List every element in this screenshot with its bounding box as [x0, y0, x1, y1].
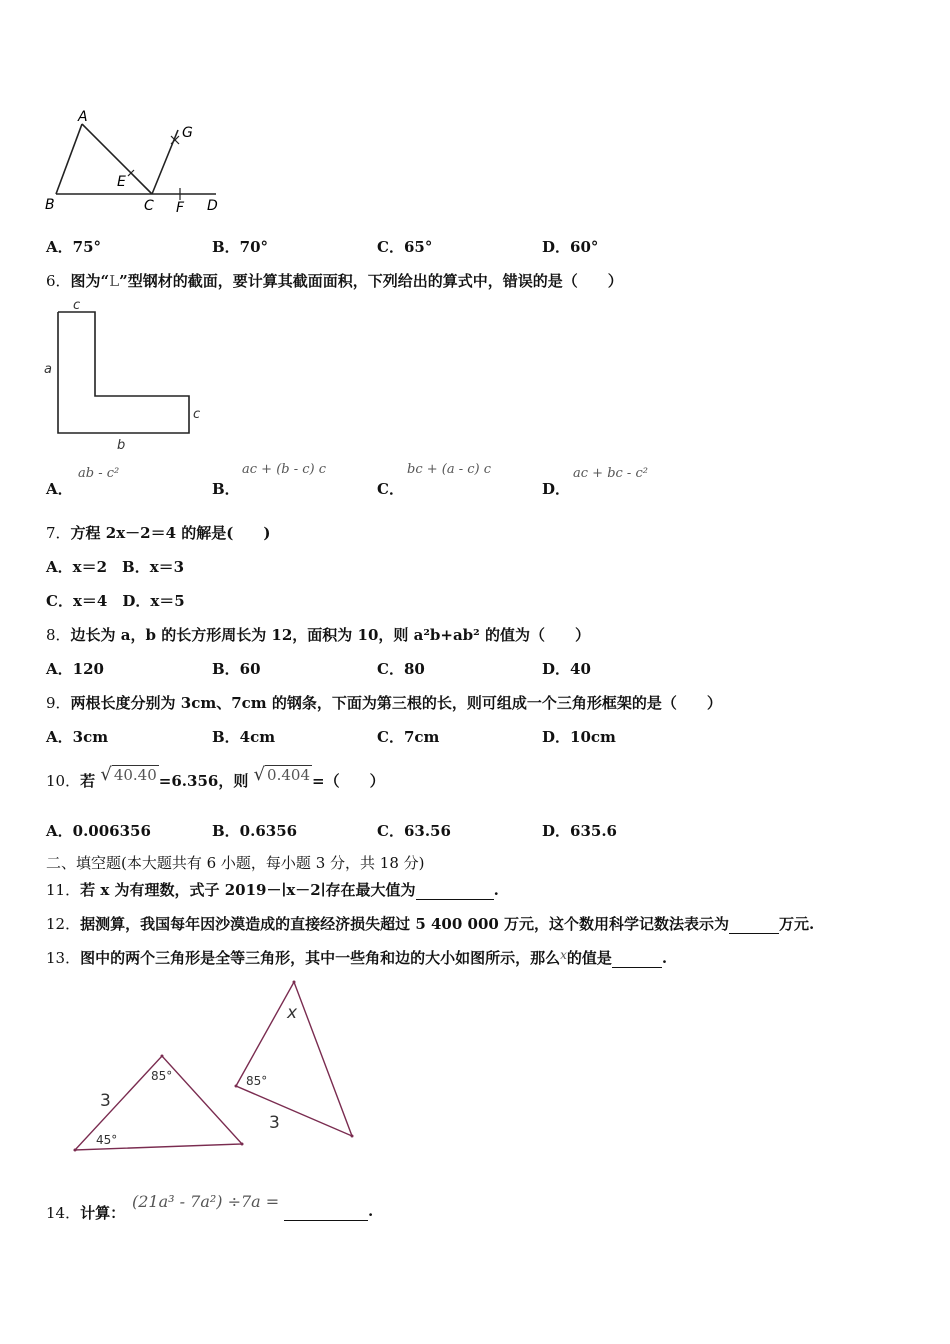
t1-left-angle: 45°	[96, 1133, 118, 1147]
q6-option-a[interactable]: A．	[46, 480, 73, 498]
q8-option-c[interactable]: C．80	[377, 660, 425, 678]
q9-option-b[interactable]: B．4cm	[212, 728, 276, 746]
q14-expression: (21a³ - 7a²) ÷7a =	[132, 1192, 280, 1211]
q13-stem: 13．图中的两个三角形是全等三角形，其中一些角和边的大小如图所示，那么$^x$的值是 .	[46, 948, 668, 967]
q13-answer-blank[interactable]	[612, 949, 662, 968]
q5-option-a[interactable]: A．75°	[46, 238, 102, 256]
label-E: E	[117, 174, 126, 190]
q5-option-c[interactable]: C．65°	[377, 238, 433, 256]
t1-top-angle: 85°	[151, 1069, 173, 1083]
q6-formula-c: bc + (a - c) c	[407, 462, 492, 477]
label-b: b	[117, 438, 126, 453]
q14-answer-blank[interactable]	[284, 1202, 368, 1221]
q9-option-d[interactable]: D．10cm	[542, 728, 616, 746]
q9-stem: 9．两根长度分别为 3cm、7cm 的钢条，下面为第三根的长，则可组成一个三角形框架的是（ ）	[46, 694, 722, 712]
t2-side-label: 3	[269, 1113, 280, 1133]
label-C: C	[144, 198, 154, 214]
q8-option-d[interactable]: D．40	[542, 660, 591, 678]
q8-stem: 8．边长为 a，b 的长方形周长为 12，面积为 10，则 a²b+ab² 的值为（ ）	[46, 626, 590, 644]
q8-option-b[interactable]: B．60	[212, 660, 261, 678]
q6-l-shape-figure	[40, 298, 210, 454]
q6-formula-d: ac + bc - c²	[573, 466, 648, 481]
q6-option-c[interactable]: C．	[377, 480, 404, 498]
q6-option-d[interactable]: D．	[542, 480, 571, 498]
label-a: a	[44, 362, 52, 377]
q8-option-a[interactable]: A．120	[46, 660, 104, 678]
label-A: A	[78, 109, 88, 125]
q12-stem: 12．据测算，我国每年因沙漠造成的直接经济损失超过 5 400 000 万元，这个数用科学记数法表示为 万元.	[46, 915, 815, 933]
q10-option-b[interactable]: B．0.6356	[212, 822, 298, 840]
q7-stem: 7．方程 2x－2＝4 的解是( )	[46, 524, 271, 542]
q14-answer: .	[284, 1202, 373, 1221]
q5-geometry-figure	[40, 108, 230, 216]
label-F: F	[176, 200, 185, 216]
sqrt-40-40: 40.40	[113, 766, 157, 784]
sqrt-0-404: 0.404	[267, 766, 310, 784]
q10-stem: 10．若 √ 40.40 =6.356，则 √ 0.404 =（ ）	[46, 764, 385, 790]
q10-option-d[interactable]: D．635.6	[542, 822, 617, 840]
q11-answer-blank[interactable]	[416, 881, 494, 900]
t2-x-label: x	[287, 1003, 298, 1023]
section-heading-fill-blank: 二、填空题(本大题共有 6 小题，每小题 3 分，共 18 分)	[46, 854, 425, 872]
q13-congruent-triangles-figure	[60, 976, 370, 1162]
q6-option-b[interactable]: B．	[212, 480, 240, 498]
q6-formula-b: ac + (b - c) c	[242, 462, 327, 477]
q9-option-a[interactable]: A．3cm	[46, 728, 109, 746]
q11-stem: 11．若 x 为有理数，式子 2019－∣x－2∣存在最大值为 .	[46, 881, 499, 899]
q7-options-row2[interactable]: C．x＝4 D．x＝5	[46, 592, 185, 610]
t1-side-label: 3	[100, 1091, 111, 1111]
q5-option-b[interactable]: B．70°	[212, 238, 269, 256]
q10-option-c[interactable]: C．63.56	[377, 822, 451, 840]
label-c-right: c	[193, 407, 201, 422]
q9-option-c[interactable]: C．7cm	[377, 728, 440, 746]
q7-options-row1[interactable]: A．x＝2 B．x＝3	[46, 558, 185, 576]
label-G: G	[182, 125, 193, 141]
label-c-top: c	[73, 298, 81, 313]
t2-angle: 85°	[246, 1074, 268, 1088]
q6-formula-a: ab - c²	[78, 466, 120, 481]
q10-option-a[interactable]: A．0.006356	[46, 822, 151, 840]
label-D: D	[207, 198, 218, 214]
q5-option-d[interactable]: D．60°	[542, 238, 599, 256]
q12-answer-blank[interactable]	[729, 915, 779, 934]
q6-stem: 6．图为“L”型钢材的截面，要计算其截面面积，下列给出的算式中，错误的是（ ）	[46, 272, 623, 290]
label-B: B	[45, 197, 55, 213]
q14-stem: 14．计算：	[46, 1204, 126, 1222]
